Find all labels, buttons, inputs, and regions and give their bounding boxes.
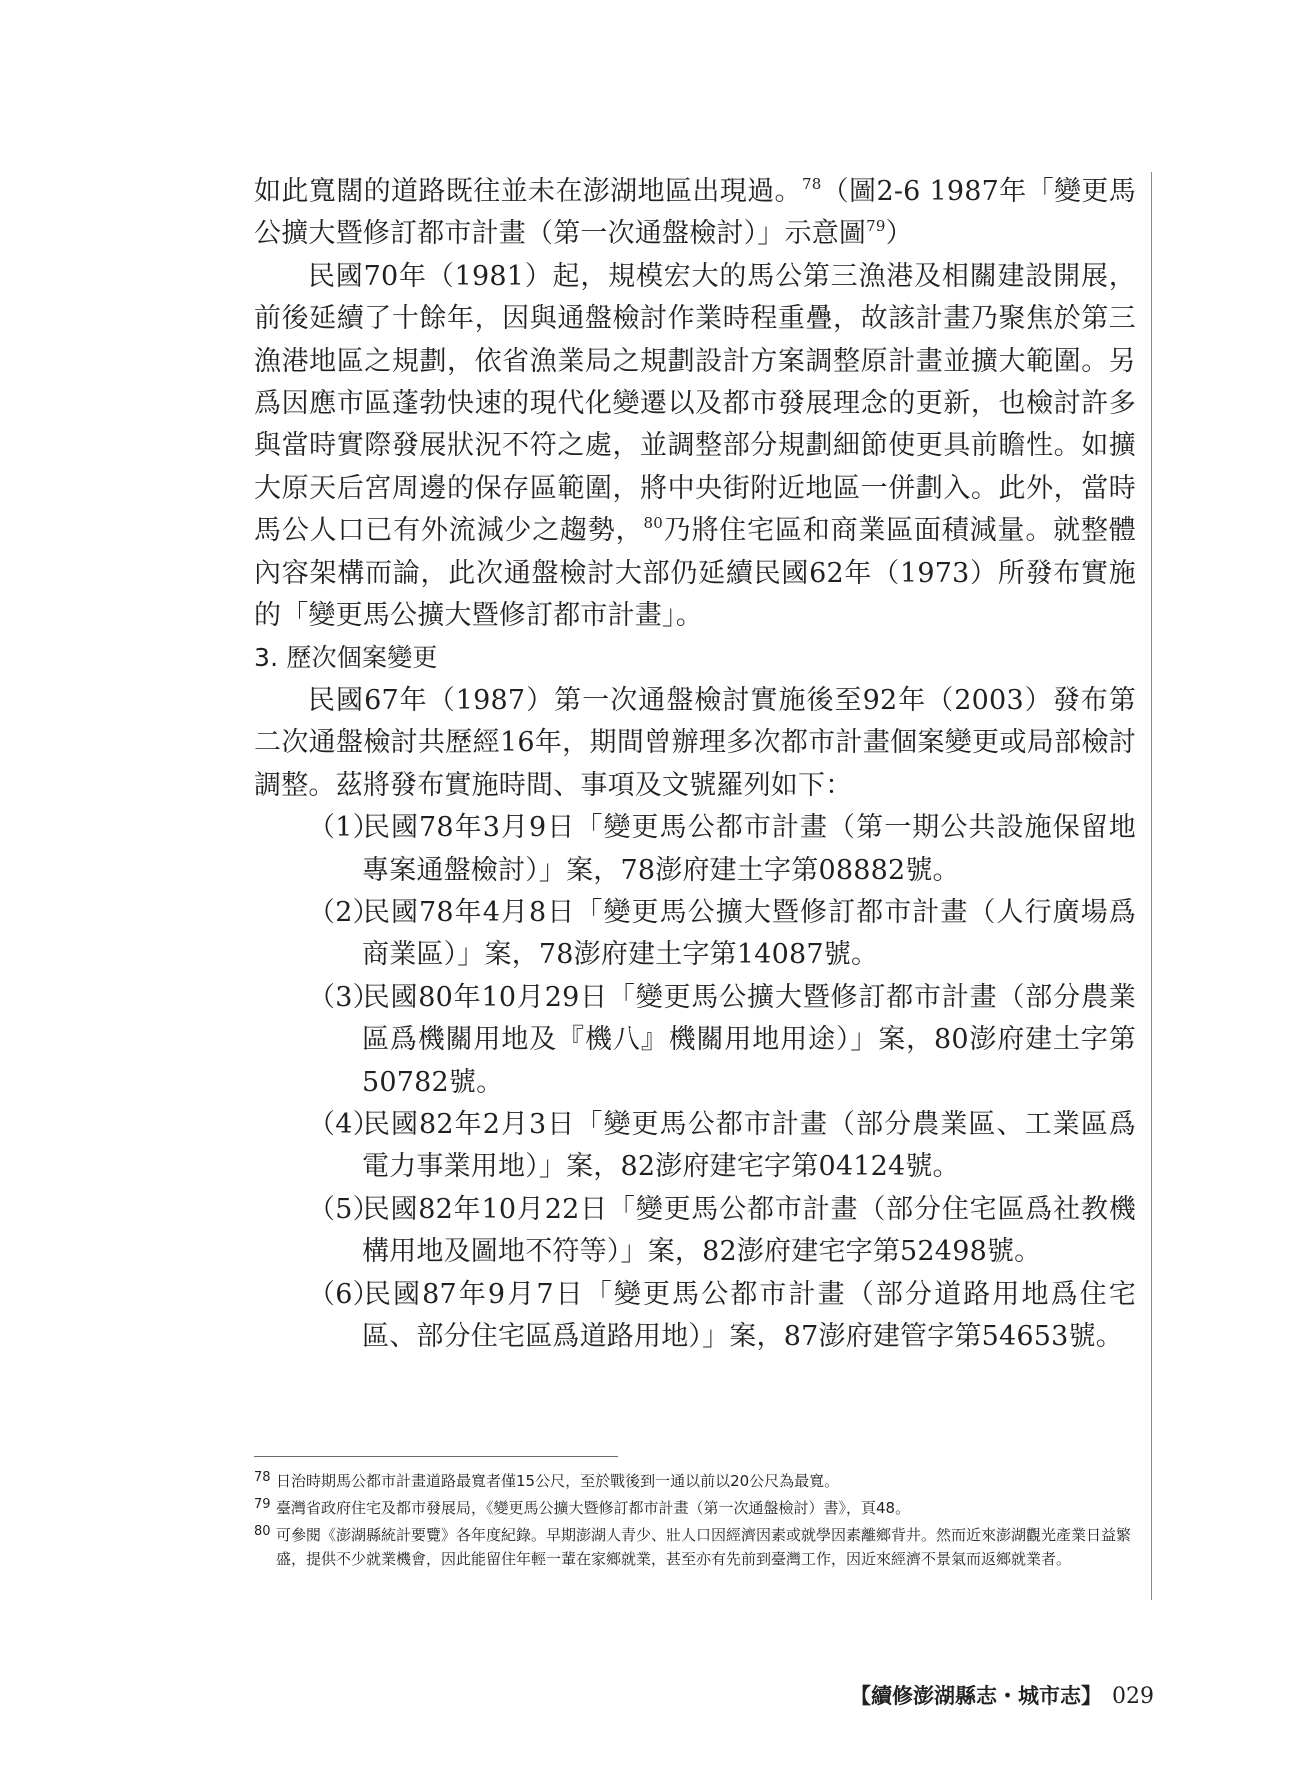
footnote-80: 80 可參閱《澎湖縣統計要覽》各年度紀錄。早期澎湖人青少、壯人口因經濟因素或就學因素離鄉背井。然而近來澎湖觀光產業日益繁盛，提供不少就業機會，因此能留住年輕一輩在家鄉就業，甚至亦有先前到臺灣工作，因近來經濟不景氣而返鄉就業者。 bbox=[254, 1524, 1132, 1568]
list-item bbox=[308, 977, 1136, 1104]
footnote-ref-80[interactable]: 80 bbox=[643, 514, 664, 533]
list-item bbox=[308, 1104, 1136, 1189]
list-item-text: 民國82年2月3日「變更馬公都市計畫（部分農業區、工業區爲電力事業用地）」案，82澎府建宅字第04124號。 bbox=[362, 1108, 1136, 1183]
list-item-number: （4） bbox=[308, 1108, 380, 1140]
paragraph-2: 民國70年（1981）起，規模宏大的馬公第三漁港及相關建設開展，前後延續了十餘年，因與通盤檢討作業時程重疊，故該計畫乃聚焦於第三漁港地區之規劃，依省漁業局之規劃設計方案調整原計畫並擴大範圍。另爲因應市區蓬勃快速的現代化變遷以及都市發展理念的更新，也檢討許多與當時實際發展狀況不符之處，並調整部分規劃細節使更具前瞻性。如擴大原天后宮周邊的保存區範圍，將中央街附近地區一併劃入。此外，當時馬公人口已有外流減少之趨勢，$^{80}$乃將住宅區和商業區面積減量。就整體內容架構而論，此次通盤檢討大部仍延續民國62年（1973）所發布實施的「變更馬公擴大暨修訂都市計畫」。 bbox=[254, 260, 1136, 632]
list-item-text: 民國87年9月7日「變更馬公都市計畫（部分道路用地爲住宅區、部分住宅區爲道路用地）」案，87澎府建管字第54653號。 bbox=[362, 1278, 1136, 1352]
paragraph-1: 如此寬闊的道路既往並未在澎湖地區出現過。$^{78}$（圖2-6 1987年「變更馬公擴大暨修訂都市計畫（第一次通盤檢討）」示意圖$^{79}$） bbox=[254, 175, 1137, 250]
footnote-text: 日治時期馬公都市計畫道路最寬者僅15公尺，至於戰後到一通以前以20公尺為最寬。 bbox=[276, 1472, 840, 1490]
list-item-number: （5） bbox=[308, 1193, 380, 1225]
main-text bbox=[254, 171, 1136, 1358]
paragraph-3: 民國67年（1987）第一次通盤檢討實施後至92年（2003）發布第二次通盤檢討共歷經16年，期間曾辦理多次都市計畫個案變更或局部檢討調整。茲將發布實施時間、事項及文號羅列如下： bbox=[254, 684, 1136, 801]
footnote-78: 78 日治時期馬公都市計畫道路最寬者僅15公尺，至於戰後到一通以前以20公尺為最寬。 bbox=[254, 1470, 840, 1490]
list-item-text: 民國78年4月8日「變更馬公擴大暨修訂都市計畫（人行廣場爲商業區）」案，78澎府建土字第14087號。 bbox=[362, 896, 1136, 971]
page-number: 029 bbox=[1112, 1684, 1154, 1709]
list-item-number: （3） bbox=[308, 981, 380, 1013]
list-item bbox=[308, 807, 1136, 892]
footnote-79: 79 臺灣省政府住宅及都市發展局，《變更馬公擴大暨修訂都市計畫（第一次通盤檢討）書》，頁48。 bbox=[254, 1497, 911, 1517]
list-item-number: （6） bbox=[308, 1278, 380, 1310]
amendment-list bbox=[254, 807, 1136, 1358]
section-heading: 3. 歷次個案變更 bbox=[254, 643, 438, 673]
running-footer bbox=[850, 1680, 1154, 1710]
margin-rule bbox=[1151, 172, 1152, 1600]
list-item-number: （2） bbox=[308, 896, 380, 928]
book-title: 【續修澎湖縣志・城市志】 bbox=[850, 1683, 1102, 1708]
list-item bbox=[308, 1274, 1136, 1359]
footnote-ref-78[interactable]: 78 bbox=[801, 175, 822, 193]
list-item-number: （1） bbox=[308, 812, 380, 844]
footnote-separator bbox=[254, 1456, 618, 1457]
footnote-text: 可參閱《澎湖縣統計要覽》各年度紀錄。早期澎湖人青少、壯人口因經濟因素或就學因素離鄉背井。然而近來澎湖觀光產業日益繁盛，提供不少就業機會，因此能留住年輕一輩在家鄉就業，甚至亦有先前到臺灣工作，因近來經濟不景氣而返鄉就業者。 bbox=[276, 1526, 1132, 1568]
list-item-text: 民國78年3月9日「變更馬公都市計畫（第一期公共設施保留地專案通盤檢討）」案，78澎府建土字第08882號。 bbox=[362, 812, 1136, 886]
footnotes bbox=[254, 1469, 1140, 1574]
list-item bbox=[308, 1189, 1136, 1274]
list-item bbox=[308, 892, 1136, 977]
list-item-text: 民國82年10月22日「變更馬公都市計畫（部分住宅區爲社教機構用地及圖地不符等）」案，82澎府建宅字第52498號。 bbox=[362, 1193, 1136, 1268]
footnote-text: 臺灣省政府住宅及都市發展局，《變更馬公擴大暨修訂都市計畫（第一次通盤檢討）書》，頁48。 bbox=[276, 1499, 911, 1517]
footnote-ref-79[interactable]: 79 bbox=[866, 217, 886, 236]
list-item-text: 民國80年10月29日「變更馬公擴大暨修訂都市計畫（部分農業區爲機關用地及『機八』機關用地用途）」案，80澎府建土字第50782號。 bbox=[362, 981, 1136, 1098]
